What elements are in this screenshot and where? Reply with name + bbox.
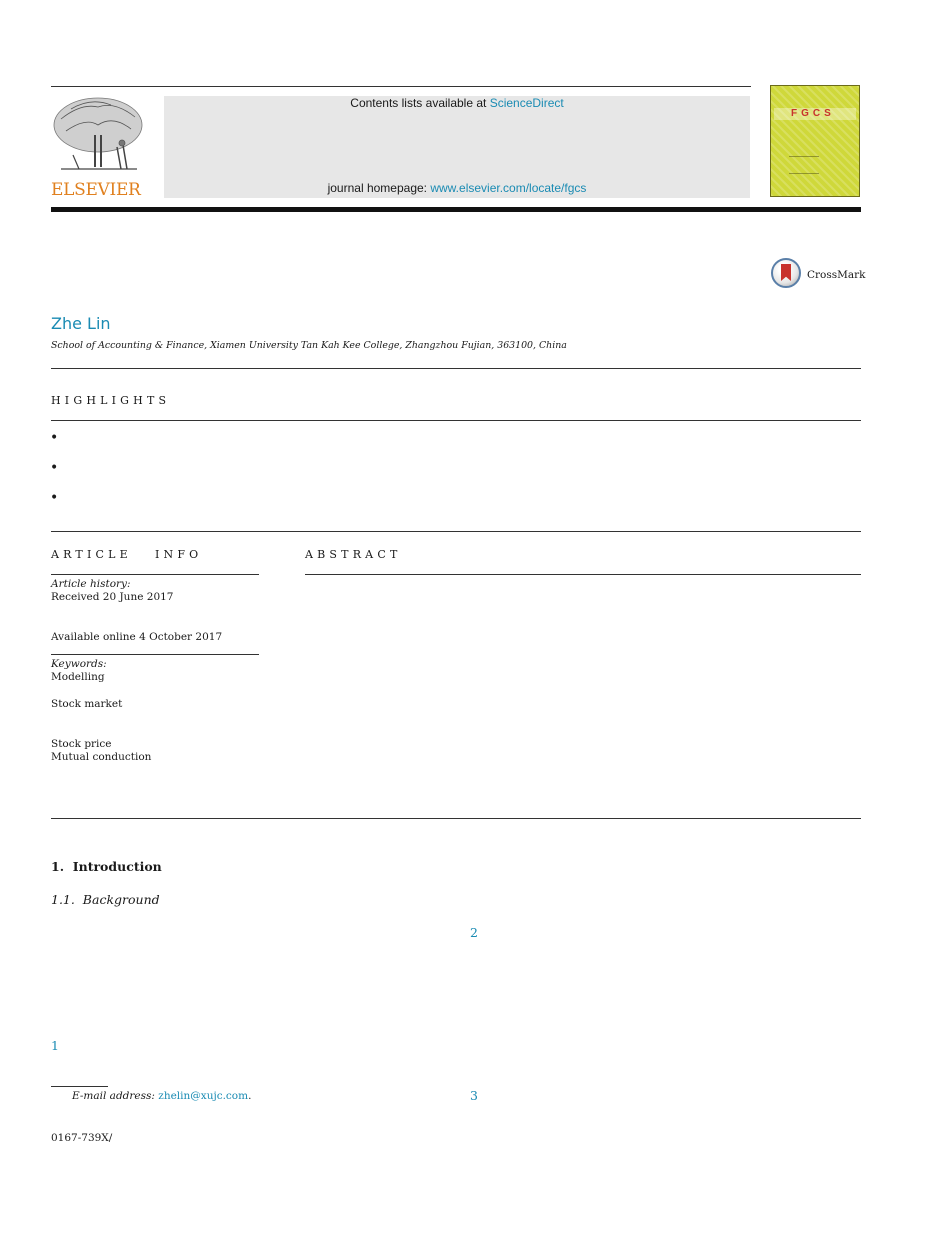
author-name[interactable]: Zhe Lin (51, 314, 111, 333)
subsection-title: 1.1. Background (51, 892, 160, 907)
section-title: 1. Introduction (51, 859, 162, 874)
received-date: Received 20 June 2017 (51, 591, 174, 603)
homepage-prefix: journal homepage: (327, 181, 431, 195)
email-label: E-mail address: (72, 1090, 159, 1102)
article-history-label: Article history: (51, 578, 131, 590)
affiliation-rule (51, 368, 861, 369)
email-footnote (72, 1090, 251, 1103)
footnote-rule (51, 1086, 108, 1087)
keyword-item: Stock market (51, 698, 123, 710)
footnote-ref-3[interactable]: 3 (470, 1088, 478, 1103)
keyword-item: Modelling (51, 671, 105, 683)
abstract-rule (305, 574, 861, 575)
article-info-heading: ARTICLE INFO (51, 548, 203, 561)
header-top-rule (51, 86, 751, 87)
contents-prefix: Contents lists available at (350, 96, 490, 110)
highlight-bullet-1: • (50, 430, 59, 446)
highlights-end-rule (51, 531, 861, 532)
keyword-item: Stock price (51, 738, 112, 750)
highlight-bullet-2: • (50, 460, 59, 476)
highlight-bullet-3: • (50, 490, 59, 506)
cover-title: FGCS (791, 108, 835, 119)
contents-line (164, 96, 750, 110)
header-thick-rule (51, 207, 861, 212)
email-link[interactable]: zhelin@xujc.com (158, 1090, 249, 1102)
homepage-line (164, 181, 750, 195)
available-online-date: Available online 4 October 2017 (51, 631, 223, 643)
email-suffix: . (248, 1090, 252, 1102)
elsevier-wordmark: ELSEVIER (51, 180, 141, 200)
sciencedirect-link[interactable]: ScienceDirect (489, 96, 564, 110)
footnote-ref-1[interactable]: 1 (51, 1038, 59, 1053)
journal-cover-image (770, 85, 860, 197)
keywords-label: Keywords: (51, 658, 107, 670)
elsevier-tree-logo (51, 95, 146, 179)
front-matter-end-rule (51, 818, 861, 819)
highlights-heading: HIGHLIGHTS (51, 394, 171, 407)
author-affiliation: School of Accounting & Finance, Xiamen University Tan Kah Kee College, Zhangzhou Fujian, 363100, China (51, 340, 567, 351)
homepage-link[interactable]: www.elsevier.com/locate/fgcs (430, 181, 587, 195)
crossmark-label[interactable]: CrossMark (807, 269, 866, 281)
abstract-heading: ABSTRACT (305, 548, 402, 561)
keywords-rule (51, 654, 259, 655)
highlights-rule (51, 420, 861, 421)
keyword-item: Mutual conduction (51, 751, 152, 763)
article-info-rule (51, 574, 259, 575)
cover-text-lines (789, 156, 819, 174)
issn-line: 0167-739X/ (51, 1132, 113, 1144)
footnote-ref-2[interactable]: 2 (470, 925, 478, 940)
